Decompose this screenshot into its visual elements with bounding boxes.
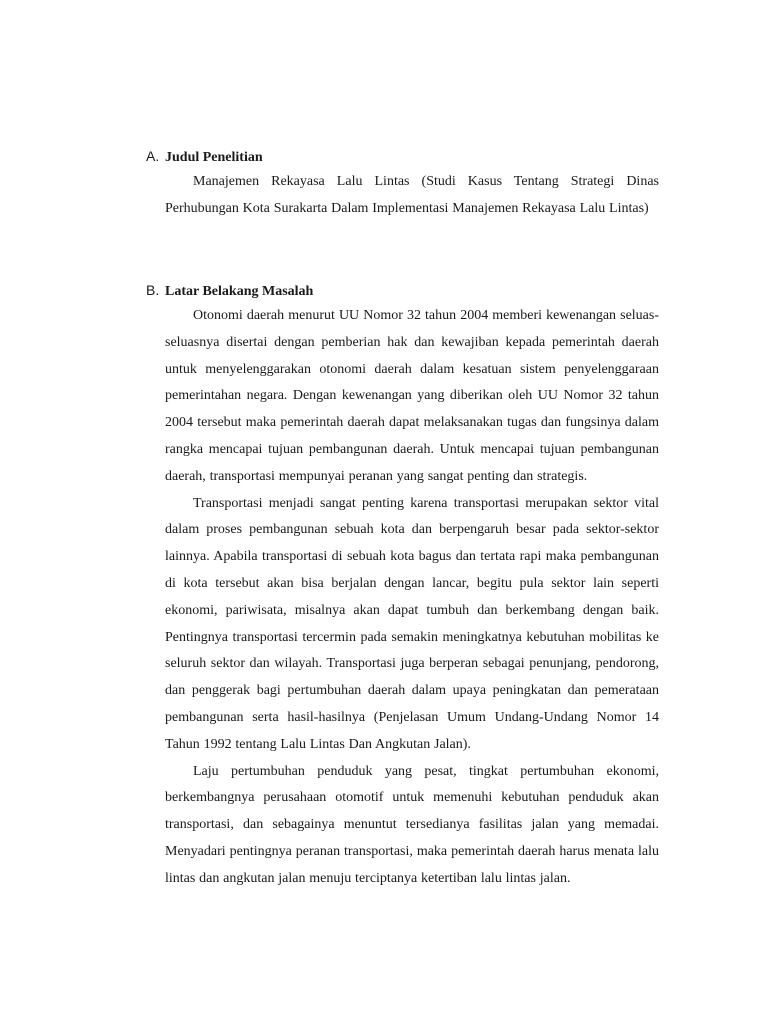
paragraph: Transportasi menjadi sangat penting karena transportasi merupakan sektor vital dalam proses pembangunan sebuah kota dan berpengaruh besar pada sektor-sektor lainnya. Apabila transportasi di sebuah kota bagus dan tertata rapi maka pembangunan di kota tersebut akan bisa berjalan dengan lancar, begitu pula sektor lain seperti ekonomi, pariwisata, misalnya akan dapat tumbuh dan berkembang dengan baik. Pentingnya transportasi tercermin pada semakin meningkatnya kebutuhan mobilitas ke seluruh sektor dan wilayah. Transportasi juga berperan sebagai penunjang, pendorong, dan penggerak bagi pertumbuhan daerah dalam upaya peningkatan dan pemerataan pembangunan serta hasil-hasilnya (Penjelasan Umum Undang-Undang Nomor 14 Tahun 1992 tentang Lalu Lintas Dan Angkutan Jalan). <box>165 495 659 752</box>
section-latar-belakang <box>146 280 659 893</box>
section-body <box>165 303 659 893</box>
paragraph: Otonomi daerah menurut UU Nomor 32 tahun 2004 memberi kewenangan seluas-seluasnya disertai dengan pemberian hak dan kewajiban kepada pemerintah daerah untuk menyelenggarakan otonomi daerah dalam kesatuan sistem penyelenggaraan pemerintahan negara. Dengan kewenangan yang diberikan oleh UU Nomor 32 tahun 2004 tersebut maka pemerintah daerah dapat melaksanakan tugas dan fungsinya dalam rangka mencapai tujuan pembangunan daerah. Untuk mencapai tujuan pembangunan daerah, transportasi mempunyai peranan yang sangat penting dan strategis. <box>165 308 659 484</box>
paragraph: Manajemen Rekayasa Lalu Lintas (Studi Kasus Tentang Strategi Dinas Perhubungan Kota Surakarta Dalam Implementasi Manajemen Rekayasa Lalu Lintas) <box>165 174 659 216</box>
section-marker: B. <box>146 282 160 298</box>
section-body <box>165 169 659 223</box>
section-title: Judul Penelitian <box>165 150 263 165</box>
paragraph: Laju pertumbuhan penduduk yang pesat, tingkat pertumbuhan ekonomi, berkembangnya perusahaan otomotif untuk memenuhi kebutuhan penduduk akan transportasi, dan sebagainya menuntut tersedianya fasilitas jalan yang memadai. Menyadari pentingnya peranan transportasi, maka pemerintah daerah harus menata lalu lintas dan angkutan jalan menuju terciptanya ketertiban lalu lintas jalan. <box>165 763 659 886</box>
section-heading <box>146 280 659 300</box>
section-title: Latar Belakang Masalah <box>165 284 314 299</box>
section-heading <box>146 146 659 166</box>
section-marker: A. <box>146 148 160 164</box>
section-judul-penelitian <box>146 146 659 223</box>
